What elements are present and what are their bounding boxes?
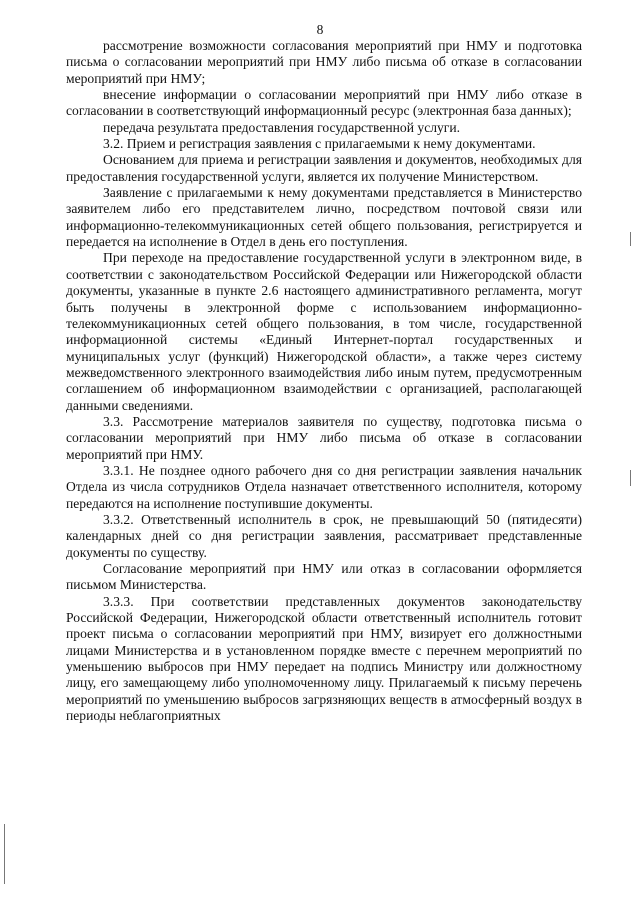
paragraph: Основанием для приема и регистрации заявления и документов, необходимых для предоставления государственной услуги, является их получение Министерством. (66, 152, 582, 184)
paragraph: 3.3.2. Ответственный исполнитель в срок, не превышающий 50 (пятидесяти) календарных дней со дня регистрации заявления, рассматривает представленные документы по существу. (66, 511, 582, 560)
paragraph: 3.3.1. Не позднее одного рабочего дня со дня регистрации заявления начальник Отдела из числа сотрудников Отдела назначает ответственного исполнителя, которому передаются на исполнение поступившие документы. (66, 462, 582, 511)
paragraph: При переходе на предоставление государственной услуги в электронном виде, в соответствии с законодательством Российской Федерации или Нижегородской области документы, указанные в пункте 2.6 настоящего административного регламента, могут быть получены в электронной форме с использованием информационно-телекоммуникационных сетей общего пользования, в том числе, государственной информационной системы «Единый Интернет-портал государственных и муниципальных услуг (функций) Нижегородской области», а также через систему межведомственного электронного взаимодействия либо иным путем, предусмотренным соглашением об информационном взаимодействии с организацией, располагающей данными сведениями. (66, 250, 582, 413)
document-body (66, 38, 582, 724)
scan-edge-mark (4, 824, 5, 884)
page-number: 8 (316, 22, 324, 37)
paragraph: Заявление с прилагаемыми к нему документами представляется в Министерство заявителем либо его представителем лично, посредством почтовой связи или информационно-телекоммуникационных сетей общего пользования, регистрируется и передается на исполнение в Отдел в день его поступления. (66, 185, 582, 250)
scan-edge-mark (630, 470, 631, 486)
scan-edge-mark (630, 232, 631, 246)
section-heading: 3.2. Прием и регистрация заявления с прилагаемыми к нему документами. (103, 136, 536, 152)
paragraph: рассмотрение возможности согласования мероприятий при НМУ и подготовка письма о согласовании мероприятий при НМУ либо письма об отказе в согласовании мероприятий при НМУ; (66, 38, 582, 86)
paragraph: Согласование мероприятий при НМУ или отказ в согласовании оформляется письмом Министерства. (66, 561, 582, 593)
paragraph: 3.3.3. При соответствии представленных документов законодательству Российской Федерации, Нижегородской области ответственный исполнитель готовит проект письма о согласовании мероприятий при НМУ, визирует его должностными лицами Министерства и в установленном порядке вместе с перечнем мероприятий по уменьшению выбросов при НМУ передает на подпись Министру или должностному лицу, его замещающему либо уполномоченному лицу. Прилагаемый к письму перечень мероприятий по уменьшению выбросов загрязняющих веществ в атмосферный воздух в периоды неблагоприятных (66, 593, 582, 724)
paragraph: передача результата предоставления государственной услуги. (103, 119, 461, 135)
section-heading: 3.3. Рассмотрение материалов заявителя по существу, подготовка письма о согласовании мероприятий при НМУ либо письма об отказе в согласовании мероприятий при НМУ. (66, 413, 582, 462)
paragraph: внесение информации о согласовании мероприятий при НМУ либо отказе в согласовании в соответствующий информационный ресурс (электронная база данных); (66, 87, 582, 119)
